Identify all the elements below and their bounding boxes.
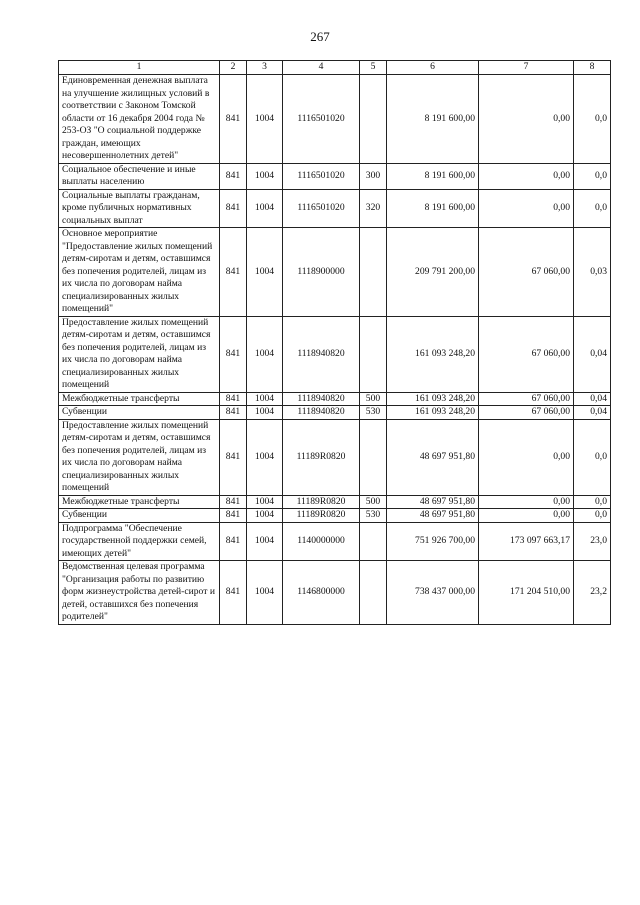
cell-expense-type: 320 [360, 189, 387, 228]
cell-target-code: 1116501020 [283, 189, 360, 228]
row-name: Субвенции [59, 406, 220, 420]
table-row [59, 392, 611, 406]
cell-executed-amount: 67 060,00 [479, 406, 574, 420]
cell-percent: 0,0 [574, 495, 611, 509]
cell-executed-amount: 173 097 663,17 [479, 522, 574, 561]
cell-target-code: 1140000000 [283, 522, 360, 561]
cell-executed-amount: 67 060,00 [479, 316, 574, 392]
cell-ministry-code: 841 [220, 419, 247, 495]
column-header: 1 [59, 61, 220, 75]
cell-planned-amount: 161 093 248,20 [387, 406, 479, 420]
row-name: Социальные выплаты гражданам, кроме публичных нормативных социальных выплат [59, 189, 220, 228]
cell-planned-amount: 8 191 600,00 [387, 163, 479, 189]
cell-section-code: 1004 [247, 228, 283, 317]
page-number: 267 [310, 29, 330, 44]
table-row [59, 561, 611, 625]
cell-target-code: 11189R0820 [283, 495, 360, 509]
cell-target-code: 11189R0820 [283, 509, 360, 523]
row-name: Межбюджетные трансферты [59, 495, 220, 509]
table-row [59, 522, 611, 561]
cell-target-code: 1118940820 [283, 316, 360, 392]
cell-planned-amount: 48 697 951,80 [387, 495, 479, 509]
row-name: Субвенции [59, 509, 220, 523]
cell-percent: 0,0 [574, 75, 611, 164]
cell-target-code: 1118900000 [283, 228, 360, 317]
cell-expense-type [360, 561, 387, 625]
cell-expense-type: 300 [360, 163, 387, 189]
cell-section-code: 1004 [247, 163, 283, 189]
table-row [59, 163, 611, 189]
table-row [59, 509, 611, 523]
cell-section-code: 1004 [247, 75, 283, 164]
cell-section-code: 1004 [247, 419, 283, 495]
table-row [59, 228, 611, 317]
cell-planned-amount: 48 697 951,80 [387, 419, 479, 495]
cell-target-code: 11189R0820 [283, 419, 360, 495]
cell-target-code: 1118940820 [283, 392, 360, 406]
cell-percent: 0,0 [574, 163, 611, 189]
cell-percent: 23,0 [574, 522, 611, 561]
cell-ministry-code: 841 [220, 495, 247, 509]
cell-percent: 0,04 [574, 392, 611, 406]
budget-table [58, 60, 611, 625]
cell-planned-amount: 209 791 200,00 [387, 228, 479, 317]
cell-executed-amount: 0,00 [479, 189, 574, 228]
cell-planned-amount: 738 437 000,00 [387, 561, 479, 625]
cell-percent: 0,0 [574, 189, 611, 228]
cell-expense-type [360, 228, 387, 317]
cell-ministry-code: 841 [220, 316, 247, 392]
cell-section-code: 1004 [247, 561, 283, 625]
row-name: Предоставление жилых помещений детям-сиротам и детям, оставшимся без попечения родителей, лицам из их числа по договорам найма специализированных жилых помещений [59, 316, 220, 392]
cell-executed-amount: 0,00 [479, 75, 574, 164]
cell-planned-amount: 8 191 600,00 [387, 189, 479, 228]
table-row [59, 189, 611, 228]
cell-section-code: 1004 [247, 392, 283, 406]
cell-executed-amount: 0,00 [479, 419, 574, 495]
cell-ministry-code: 841 [220, 392, 247, 406]
cell-ministry-code: 841 [220, 75, 247, 164]
cell-executed-amount: 0,00 [479, 509, 574, 523]
row-name: Подпрограмма "Обеспечение государственной поддержки семей, имеющих детей" [59, 522, 220, 561]
cell-target-code: 1146800000 [283, 561, 360, 625]
cell-ministry-code: 841 [220, 228, 247, 317]
cell-section-code: 1004 [247, 495, 283, 509]
row-name: Предоставление жилых помещений детям-сиротам и детям, оставшимся без попечения родителей, лицам из их числа по договорам найма специализированных жилых помещений [59, 419, 220, 495]
table-row [59, 406, 611, 420]
table-row [59, 419, 611, 495]
cell-expense-type [360, 419, 387, 495]
column-header: 4 [283, 61, 360, 75]
row-name: Основное мероприятие "Предоставление жилых помещений детям-сиротам и детям, оставшимся без попечения родителей, лицам из их числа по договорам найма специализированных жилых помещений" [59, 228, 220, 317]
row-name: Ведомственная целевая программа "Организация работы по развитию форм жизнеустройства детей-сирот и детей, оставшихся без попечения родителей" [59, 561, 220, 625]
cell-ministry-code: 841 [220, 522, 247, 561]
cell-planned-amount: 48 697 951,80 [387, 509, 479, 523]
cell-expense-type: 500 [360, 392, 387, 406]
cell-percent: 0,04 [574, 406, 611, 420]
cell-percent: 0,04 [574, 316, 611, 392]
cell-executed-amount: 171 204 510,00 [479, 561, 574, 625]
cell-executed-amount: 0,00 [479, 495, 574, 509]
cell-planned-amount: 161 093 248,20 [387, 316, 479, 392]
column-header: 8 [574, 61, 611, 75]
cell-percent: 23,2 [574, 561, 611, 625]
cell-executed-amount: 0,00 [479, 163, 574, 189]
table-row [59, 75, 611, 164]
column-header: 7 [479, 61, 574, 75]
cell-target-code: 1116501020 [283, 163, 360, 189]
cell-ministry-code: 841 [220, 163, 247, 189]
cell-planned-amount: 161 093 248,20 [387, 392, 479, 406]
row-name: Единовременная денежная выплата на улучшение жилищных условий в соответствии с Законом Томской области от 16 декабря 2004 года № 253-ОЗ "О социальной поддержке граждан, имеющих несовершеннолетних детей" [59, 75, 220, 164]
cell-expense-type: 500 [360, 495, 387, 509]
header-row [59, 61, 611, 75]
cell-section-code: 1004 [247, 406, 283, 420]
row-name: Межбюджетные трансферты [59, 392, 220, 406]
cell-ministry-code: 841 [220, 509, 247, 523]
cell-expense-type [360, 75, 387, 164]
cell-planned-amount: 751 926 700,00 [387, 522, 479, 561]
cell-executed-amount: 67 060,00 [479, 392, 574, 406]
cell-expense-type: 530 [360, 406, 387, 420]
row-name: Социальное обеспечение и иные выплаты населению [59, 163, 220, 189]
cell-expense-type [360, 522, 387, 561]
cell-percent: 0,0 [574, 419, 611, 495]
table-row [59, 495, 611, 509]
cell-section-code: 1004 [247, 522, 283, 561]
cell-target-code: 1116501020 [283, 75, 360, 164]
cell-section-code: 1004 [247, 189, 283, 228]
cell-percent: 0,03 [574, 228, 611, 317]
column-header: 6 [387, 61, 479, 75]
cell-section-code: 1004 [247, 509, 283, 523]
cell-ministry-code: 841 [220, 189, 247, 228]
column-header: 5 [360, 61, 387, 75]
cell-expense-type [360, 316, 387, 392]
table-row [59, 316, 611, 392]
cell-section-code: 1004 [247, 316, 283, 392]
column-header: 3 [247, 61, 283, 75]
cell-percent: 0,0 [574, 509, 611, 523]
cell-ministry-code: 841 [220, 561, 247, 625]
cell-expense-type: 530 [360, 509, 387, 523]
cell-executed-amount: 67 060,00 [479, 228, 574, 317]
cell-target-code: 1118940820 [283, 406, 360, 420]
column-header: 2 [220, 61, 247, 75]
cell-ministry-code: 841 [220, 406, 247, 420]
cell-planned-amount: 8 191 600,00 [387, 75, 479, 164]
